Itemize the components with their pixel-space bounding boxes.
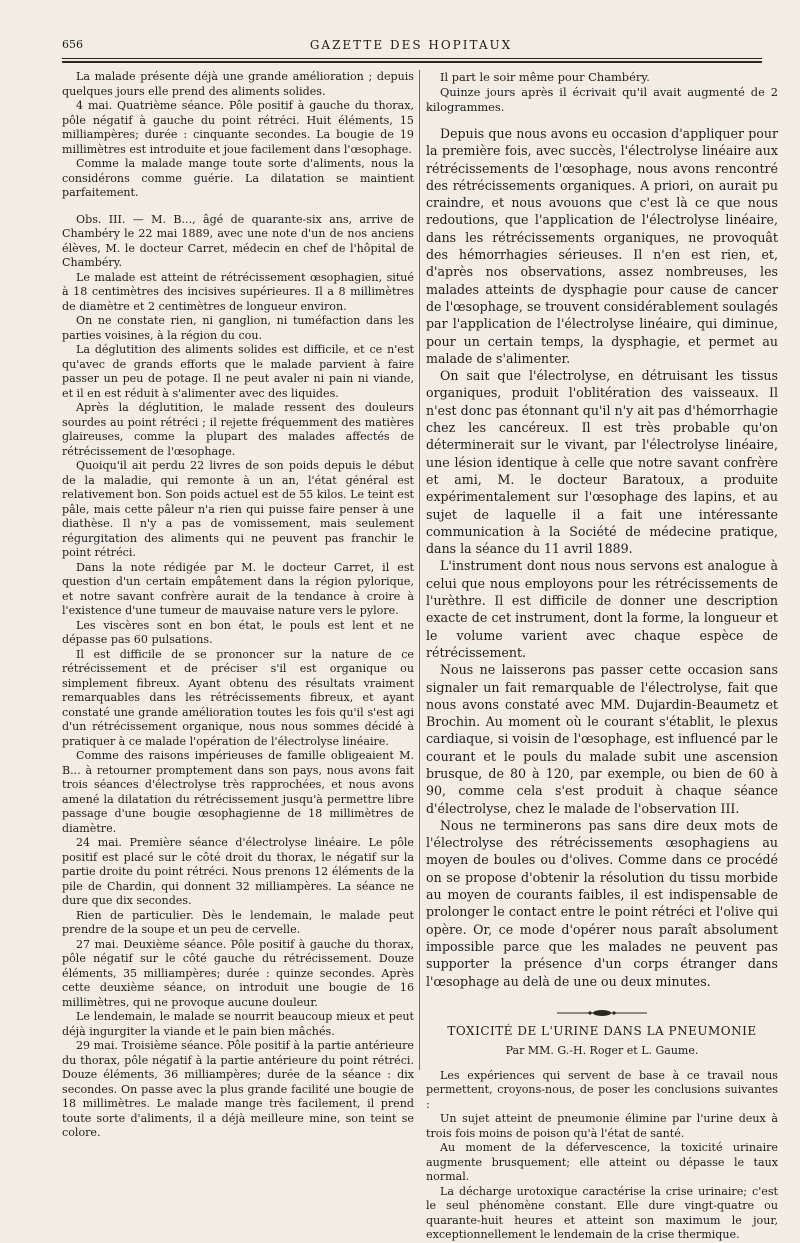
paragraph: Quoiqu'il ait perdu 22 livres de son poids depuis le début de la maladie, qui remonte à un an, l'état général est relativement bon. Son poids actuel est de 55 kilos. Le teint est pâle, mais cette pâleur n'a rien qui puisse faire penser à une diathèse. Il n'y a pas de vomissement, mais seulement régurgitation des aliments qui ne peuvent pas franchir le point rétréci. [62, 459, 414, 559]
paragraph: On sait que l'électrolyse, en détruisant les tissus organiques, produit l'oblitération des vaisseaux. Il n'est donc pas étonnant qu'il n'y ait pas d'hémorrhagie chez les cancéreux. Il est très probable qu'on déterminerait sur le vivant, par l'électrolyse linéaire, une lésion identique à celle que notre savant confrère et ami, M. le docteur Baratoux, a produite expérimentalement sur l'œsophage des lapins, et au sujet de laquelle il a fait une intéressante communication à la Société de médecine pratique, dans la séance du 11 avril 1889. [426, 368, 778, 557]
paragraph: 4 mai. Quatrième séance. Pôle positif à gauche du thorax, pôle négatif à gauche du point rétréci. Huit éléments, 15 milliampères; durée : cinquante secondes. La bougie de 19 millimètres est introduite et joue facilement dans l'œsophage. [62, 99, 414, 156]
article-title: TOXICITÉ DE L'URINE DANS LA PNEUMONIE [447, 1023, 757, 1038]
paragraph: La malade présente déjà une grande amélioration ; depuis quelques jours elle prend des aliments solides. [62, 70, 414, 98]
header-rule [62, 58, 762, 59]
paragraph: Quinze jours après il écrivait qu'il avait augmenté de 2 kilogrammes. [426, 85, 778, 114]
paragraph: 29 mai. Troisième séance. Pôle positif à la partie antérieure du thorax, pôle négatif à la partie antérieure du point rétréci. Douze éléments, 36 milliampères; durée de la séance : dix secondes. On passe avec la plus grande facilité une bougie de 18 millimètres. Le malade mange très facilement, il prend toute sorte d'aliments, il a déjà meilleure mine, son teint se colore. [62, 1039, 414, 1139]
paragraph: Le malade est atteint de rétrécissement œsophagien, situé à 18 centimètres des incisives supérieures. Il a 8 millimètres de diamètre et 2 centimètres de longueur environ. [62, 270, 414, 313]
observation-heading-paragraph: Obs. III. — M. B..., âgé de quarante-six ans, arrive de Chambéry le 22 mai 1889, avec une note d'un de nos anciens élèves, M. le docteur Carret, médecin en chef de l'hôpital de Chambéry. [62, 212, 414, 269]
paragraph: Dans la note rédigée par M. le docteur Carret, il est question d'un certain empâtement dans la région pylorique, et notre savant confrère aurait de la tendance à croire à l'existence d'une tumeur de mauvaise nature vers le pylore. [62, 560, 414, 617]
page-number: 656 [62, 38, 83, 51]
paragraph: On ne constate rien, ni ganglion, ni tuméfaction dans les parties voisines, à la région du cou. [62, 314, 414, 342]
paragraph: Nous ne terminerons pas sans dire deux mots de l'électrolyse des rétrécissements œsophagiens au moyen de boules ou d'olives. Comme dans ce procédé on se propose d'obtenir la résolution du tissu morbide au moyen de courants faibles, il est indispensable de prolonger le contact entre le point rétréci et l'olive qui opère. Or, ce mode d'opérer nous paraît absolument impossible parce que les malades ne peuvent pas supporter la présence d'un corps étranger dans l'œsophage au delà de une ou deux minutes. [426, 817, 778, 989]
paragraph: Nous ne laisserons pas passer cette occasion sans signaler un fait remarquable de l'électrolyse, fait que nous avons constaté avec MM. Dujardin-Beaumetz et Brochin. Au moment où le courant s'établit, le plexus cardiaque, si voisin de l'œsophage, est influencé par le courant et le pouls du malade subit une ascension brusque, de 80 à 120, par exemple, ou bien de 60 à 90, comme cela s'est produit à chaque séance d'électrolyse, chez le malade de l'observation III. [426, 662, 778, 816]
paragraph: Au moment de la défervescence, la toxicité urinaire augmente brusquement; elle atteint ou dépasse le taux normal. [426, 1141, 778, 1184]
left-column [62, 70, 414, 1141]
paragraph: Depuis que nous avons eu occasion d'appliquer pour la première fois, avec succès, l'électrolyse linéaire aux rétrécissements de l'œsophage, nous avons rencontré des rétrécissements organiques. A priori, on aurait pu craindre, et nous avouons que c'est là ce que nous redoutions, que l'application de l'électrolyse linéaire, dans les rétrécissements organiques, ne provoquât des hémorrhagies sérieuses. Il n'en est rien, et, d'après nos observations, assez nombreuses, les malades atteints de dysphagie pour cause de cancer de l'œsophage, se trouvent considérablement soulagés par l'application de l'électrolyse linéaire, qui diminue, pour un certain temps, la dysphagie, et permet au malade de s'alimenter. [426, 126, 778, 366]
article-toxicite [426, 1024, 778, 1243]
paragraph: Il est difficile de se prononcer sur la nature de ce rétrécissement et de préciser s'il est organique ou simplement fibreux. Ayant obtenu des résultats vraiment remarquables dans les rétrécissements fibreux, et ayant constaté une grande amélioration toutes les fois qu'il s'est agi d'un rétrécissement organique, nous nous sommes décidé à pratiquer à ce malade l'opération de l'électrolyse linéaire. [62, 647, 414, 748]
header-rule-thick [62, 61, 762, 63]
paragraph: Le lendemain, le malade se nourrit beaucoup mieux et peut déjà ingurgiter la viande et le pain bien mâchés. [62, 1010, 414, 1038]
paragraph: 27 mai. Deuxième séance. Pôle positif à gauche du thorax, pôle négatif sur le côté gauche du rétrécissement. Douze éléments, 35 milliampères; durée : quinze secondes. Après cette deuxième séance, on introduit une bougie de 16 millimètres, qui ne provoque aucune douleur. [62, 937, 414, 1009]
paragraph: L'instrument dont nous nous servons est analogue à celui que nous employons pour les rétrécissements de l'urèthre. Il est difficile de donner une description exacte de cet instrument, dont la forme, la longueur et le volume varient avec chaque espèce de rétrécissement. [426, 558, 778, 660]
paragraph: Les viscères sont en bon état, le pouls est lent et ne dépasse pas 60 pulsations. [62, 618, 414, 646]
paragraph: Comme la malade mange toute sorte d'aliments, nous la considérons comme guérie. La dilatation se maintient parfaitement. [62, 157, 414, 199]
column-divider [419, 70, 420, 1070]
paragraph: Comme des raisons impérieuses de famille obligeaient M. B... à retourner promptement dans son pays, nous avons fait trois séances d'électrolyse très rapprochées, et nous avons amené la dilatation du rétrécissement jusqu'à permettre libre passage d'une bougie œsophagienne de 18 millimètres de diamètre. [62, 749, 414, 835]
journal-title: GAZETTE DES HOPITAUX [309, 38, 513, 52]
paragraph: La décharge urotoxique caractérise la crise urinaire; c'est le seul phénomène constant. Elle dure vingt-quatre ou quarante-huit heures et atteint son maximum le jour, exceptionnellement le lendemain de la crise thermique. [426, 1184, 778, 1242]
paragraph: La déglutition des aliments solides est difficile, et ce n'est qu'avec de grands efforts que le malade parvient à faire passer un peu de potage. Il ne peut avaler ni pain ni viande, et il en est réduit à s'alimenter avec des liquides. [62, 343, 414, 400]
article-authors: Par MM. G.-H. Roger et L. Gaume. [505, 1044, 699, 1058]
right-column [426, 70, 778, 1243]
paragraph: Rien de particulier. Dès le lendemain, le malade peut prendre de la soupe et un peu de cervelle. [62, 908, 414, 936]
paragraph: Il part le soir même pour Chambéry. [440, 70, 650, 84]
paragraph: Après la déglutition, le malade ressent des douleurs sourdes au point rétréci ; il rejette fréquemment des matières glaireuses, comme la plupart des malades affectés de rétrécissement de l'œsophage. [62, 401, 414, 458]
ornament-rule-icon [557, 1009, 647, 1017]
section-separator-ornament [426, 1004, 778, 1012]
running-head [62, 36, 760, 56]
paragraph: Les expériences qui servent de base à ce travail nous permettent, croyons-nous, de poser les conclusions suivantes : [426, 1068, 778, 1111]
paragraph: 24 mai. Première séance d'électrolyse linéaire. Le pôle positif est placé sur le côté droit du thorax, le négatif sur la partie droite du point rétréci. Nous prenons 12 éléments de la pile de Chardin, qui donnent 32 milliampères. La séance ne dure que dix secondes. [62, 836, 414, 907]
paragraph: Un sujet atteint de pneumonie élimine par l'urine deux à trois fois moins de poison qu'à l'état de santé. [426, 1112, 778, 1140]
